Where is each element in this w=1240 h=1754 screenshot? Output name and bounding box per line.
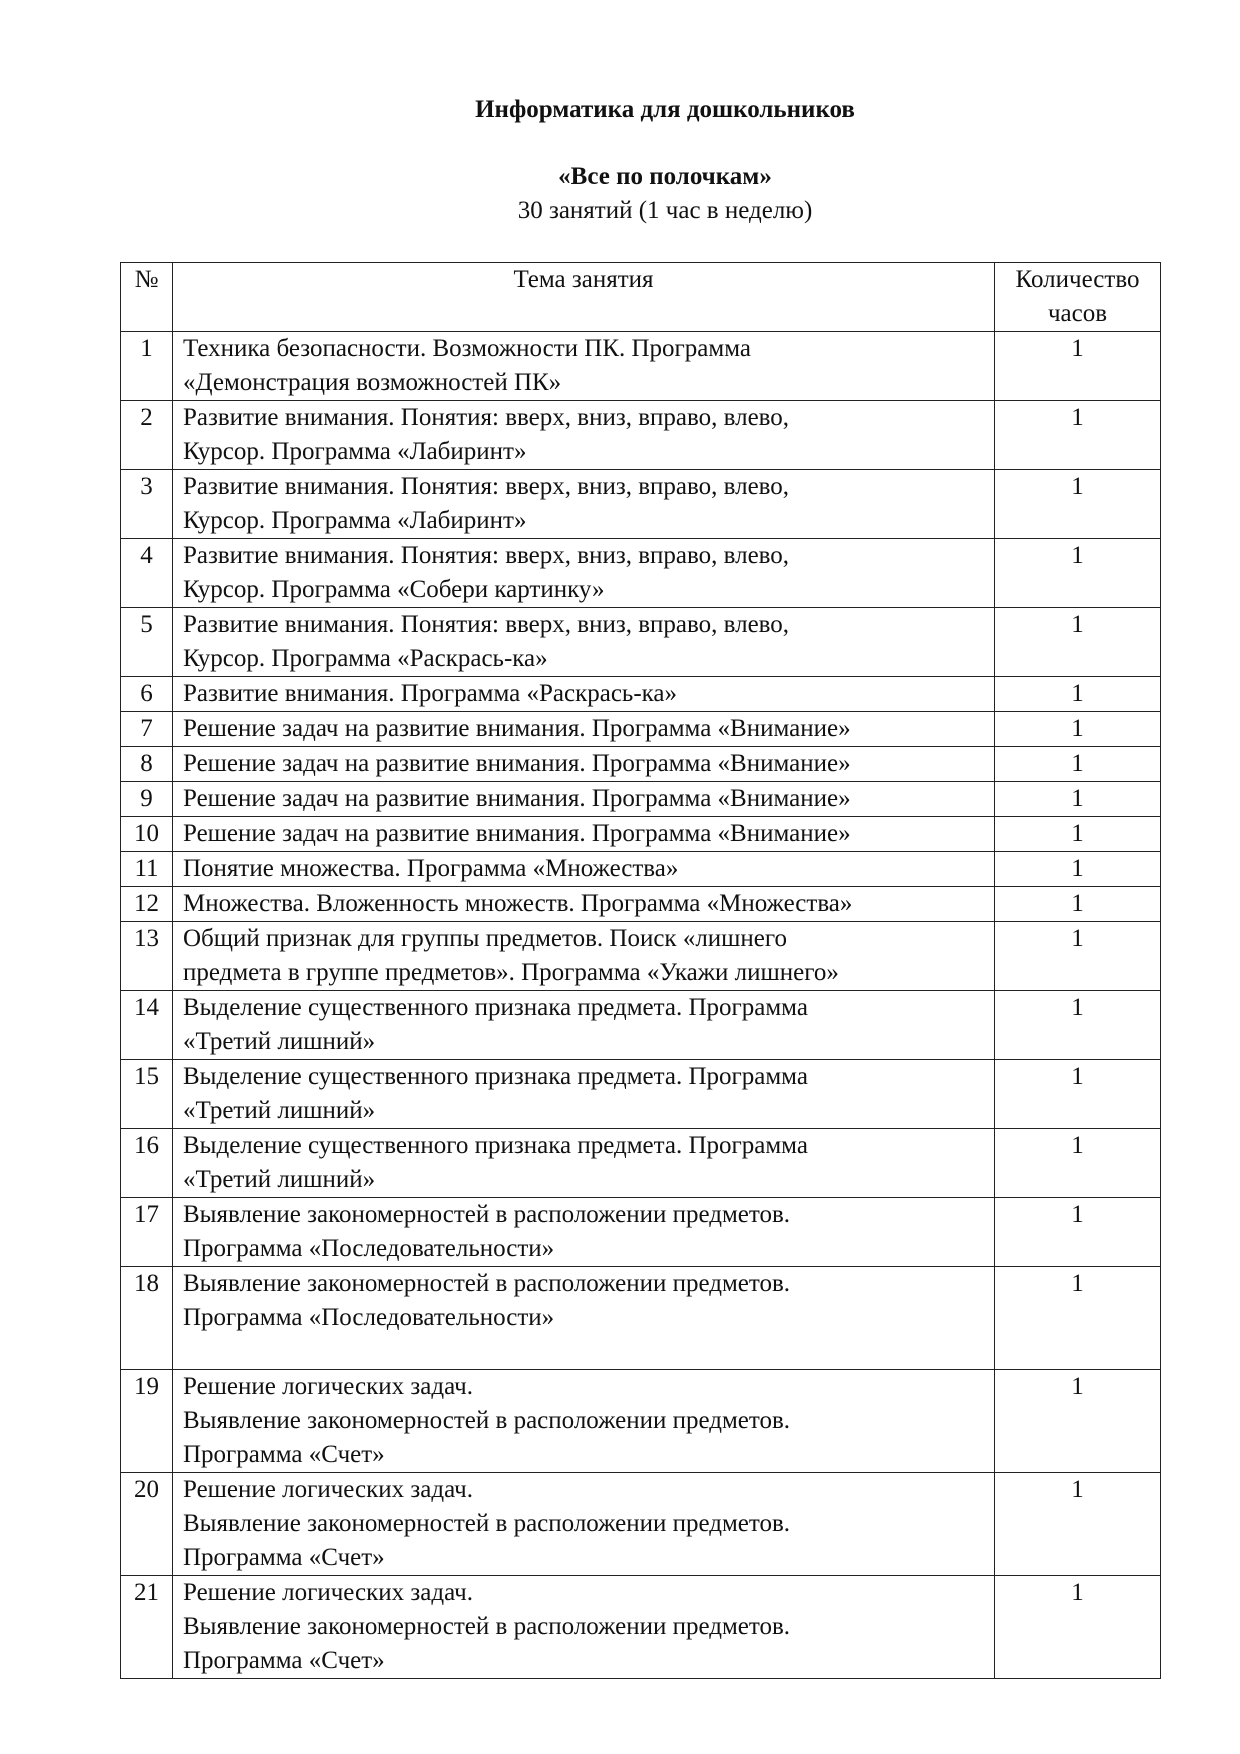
lesson-hours: 1 — [995, 608, 1161, 677]
document-subtitle: «Все по полочкам» — [558, 163, 772, 190]
lesson-topic-line: Программа «Последовательности» — [183, 1304, 555, 1331]
lesson-number: 16 — [121, 1129, 173, 1198]
table-row — [121, 922, 1161, 991]
lesson-topic — [173, 1473, 995, 1576]
lesson-topic-line: Решение задач на развитие внимания. Программа «Внимание» — [183, 715, 851, 742]
lesson-number: 12 — [121, 887, 173, 922]
table-row — [121, 1198, 1161, 1267]
lesson-hours: 1 — [995, 1198, 1161, 1267]
lesson-number: 15 — [121, 1060, 173, 1129]
lesson-topic — [173, 782, 995, 817]
header-hours-line1: Количество — [1015, 266, 1140, 293]
lessons-count-note: 30 занятий (1 час в неделю) — [517, 197, 813, 224]
table-row — [121, 747, 1161, 782]
lesson-number: 1 — [121, 332, 173, 401]
table-row — [121, 539, 1161, 608]
lesson-topic — [173, 852, 995, 887]
lesson-topic — [173, 1370, 995, 1473]
table-row — [121, 817, 1161, 852]
header-hours-line2: часов — [1047, 300, 1108, 327]
lesson-hours: 1 — [995, 852, 1161, 887]
lesson-topic-line: Программа «Счет» — [183, 1647, 385, 1674]
lesson-hours: 1 — [995, 332, 1161, 401]
lesson-topic — [173, 332, 995, 401]
header-hours — [995, 263, 1161, 332]
lesson-hours: 1 — [995, 1129, 1161, 1198]
table-row — [121, 677, 1161, 712]
lesson-topic-line: Выявление закономерностей в расположении предметов. — [183, 1201, 791, 1228]
table-row — [121, 332, 1161, 401]
lesson-topic-line: Программа «Счет» — [183, 1441, 385, 1468]
lesson-topic-line: Программа «Счет» — [183, 1544, 385, 1571]
lesson-topic-line: Развитие внимания. Программа «Раскрась-ка» — [183, 680, 678, 707]
lesson-number: 11 — [121, 852, 173, 887]
lesson-number: 5 — [121, 608, 173, 677]
lesson-topic-line: Курсор. Программа «Собери картинку» — [183, 576, 605, 603]
lesson-topic-line: Программа «Последовательности» — [183, 1235, 555, 1262]
lesson-topic-line: Техника безопасности. Возможности ПК. Программа — [183, 335, 751, 362]
lesson-hours: 1 — [995, 677, 1161, 712]
lesson-topic-line: Выявление закономерностей в расположении предметов. — [183, 1407, 791, 1434]
lesson-number: 17 — [121, 1198, 173, 1267]
lesson-number: 19 — [121, 1370, 173, 1473]
table-row — [121, 1473, 1161, 1576]
lesson-number: 8 — [121, 747, 173, 782]
lesson-topic-line: Выявление закономерностей в расположении предметов. — [183, 1613, 791, 1640]
lesson-number: 13 — [121, 922, 173, 991]
lesson-topic-line: Решение задач на развитие внимания. Программа «Внимание» — [183, 820, 851, 847]
lesson-topic-line: Решение логических задач. — [183, 1476, 474, 1503]
lesson-topic — [173, 539, 995, 608]
lesson-topic-line: Общий признак для группы предметов. Поиск «лишнего — [183, 925, 788, 952]
lesson-hours: 1 — [995, 470, 1161, 539]
lesson-topic-line: Выявление закономерностей в расположении предметов. — [183, 1510, 791, 1537]
lesson-topic-line: Курсор. Программа «Лабиринт» — [183, 507, 527, 534]
lesson-number: 18 — [121, 1267, 173, 1370]
lesson-topic-line: Развитие внимания. Понятия: вверх, вниз, вправо, влево, — [183, 473, 790, 500]
lesson-topic-line: Развитие внимания. Понятия: вверх, вниз, вправо, влево, — [183, 542, 790, 569]
lesson-number: 10 — [121, 817, 173, 852]
table-row — [121, 401, 1161, 470]
lesson-hours: 1 — [995, 539, 1161, 608]
lesson-topic-line: Выделение существенного признака предмета. Программа — [183, 1132, 808, 1159]
document-title: Информатика для дошкольников — [475, 96, 855, 123]
table-row — [121, 1060, 1161, 1129]
lesson-topic-line: Понятие множества. Программа «Множества» — [183, 855, 679, 882]
table-row — [121, 470, 1161, 539]
lesson-topic — [173, 922, 995, 991]
lesson-topic-line: «Третий лишний» — [183, 1166, 376, 1193]
lesson-topic — [173, 887, 995, 922]
lesson-topic — [173, 817, 995, 852]
lesson-topic-line: Множества. Вложенность множеств. Программа «Множества» — [183, 890, 853, 917]
lesson-topic-line: Выделение существенного признака предмета. Программа — [183, 1063, 808, 1090]
lesson-hours: 1 — [995, 991, 1161, 1060]
table-row — [121, 991, 1161, 1060]
lesson-topic-line: «Третий лишний» — [183, 1028, 376, 1055]
lesson-hours: 1 — [995, 887, 1161, 922]
lesson-topic — [173, 1060, 995, 1129]
table-row — [121, 852, 1161, 887]
lesson-hours: 1 — [995, 1267, 1161, 1370]
table-row — [121, 782, 1161, 817]
lesson-topic-line: Развитие внимания. Понятия: вверх, вниз, вправо, влево, — [183, 404, 790, 431]
lesson-topic-line: Выявление закономерностей в расположении предметов. — [183, 1270, 791, 1297]
lesson-topic-line: предмета в группе предметов». Программа «Укажи лишнего» — [183, 959, 839, 986]
lesson-topic — [173, 470, 995, 539]
table-row — [121, 1370, 1161, 1473]
lesson-hours: 1 — [995, 817, 1161, 852]
lesson-topic — [173, 712, 995, 747]
lesson-hours: 1 — [995, 1370, 1161, 1473]
table-row — [121, 887, 1161, 922]
lesson-number: 6 — [121, 677, 173, 712]
lesson-topic-line: Выделение существенного признака предмета. Программа — [183, 994, 808, 1021]
lesson-hours: 1 — [995, 1576, 1161, 1679]
lesson-hours: 1 — [995, 712, 1161, 747]
lesson-topic-line: Курсор. Программа «Раскрась-ка» — [183, 645, 548, 672]
table-row — [121, 712, 1161, 747]
lesson-topic — [173, 401, 995, 470]
table-row — [121, 1576, 1161, 1679]
lesson-schedule-table — [120, 262, 1161, 1679]
lesson-topic-line: Решение логических задач. — [183, 1373, 474, 1400]
header-topic: Тема занятия — [173, 263, 995, 332]
blank-line — [183, 1335, 988, 1369]
header-number: № — [121, 263, 173, 332]
lesson-number: 4 — [121, 539, 173, 608]
lesson-number: 9 — [121, 782, 173, 817]
lesson-topic — [173, 1576, 995, 1679]
lesson-topic-line: «Третий лишний» — [183, 1097, 376, 1124]
lesson-topic-line: Решение задач на развитие внимания. Программа «Внимание» — [183, 750, 851, 777]
lesson-topic-line: Решение логических задач. — [183, 1579, 474, 1606]
lesson-number: 2 — [121, 401, 173, 470]
lesson-hours: 1 — [995, 782, 1161, 817]
table-body — [121, 332, 1161, 1679]
lesson-topic — [173, 1267, 995, 1370]
lesson-number: 3 — [121, 470, 173, 539]
lesson-hours: 1 — [995, 1060, 1161, 1129]
table-row — [121, 1267, 1161, 1370]
table-row — [121, 608, 1161, 677]
lesson-number: 21 — [121, 1576, 173, 1679]
lesson-hours: 1 — [995, 401, 1161, 470]
lesson-topic — [173, 747, 995, 782]
lesson-hours: 1 — [995, 1473, 1161, 1576]
lesson-topic — [173, 677, 995, 712]
table-header-row — [121, 263, 1161, 332]
lesson-number: 20 — [121, 1473, 173, 1576]
lesson-topic — [173, 608, 995, 677]
lesson-topic-line: «Демонстрация возможностей ПК» — [183, 369, 562, 396]
table-row — [121, 1129, 1161, 1198]
lesson-topic-line: Курсор. Программа «Лабиринт» — [183, 438, 527, 465]
lesson-topic — [173, 1129, 995, 1198]
lesson-number: 14 — [121, 991, 173, 1060]
lesson-topic-line: Решение задач на развитие внимания. Программа «Внимание» — [183, 785, 851, 812]
lesson-topic-line: Развитие внимания. Понятия: вверх, вниз, вправо, влево, — [183, 611, 790, 638]
lesson-hours: 1 — [995, 747, 1161, 782]
lesson-topic — [173, 1198, 995, 1267]
lesson-hours: 1 — [995, 922, 1161, 991]
lesson-topic — [173, 991, 995, 1060]
lesson-number: 7 — [121, 712, 173, 747]
